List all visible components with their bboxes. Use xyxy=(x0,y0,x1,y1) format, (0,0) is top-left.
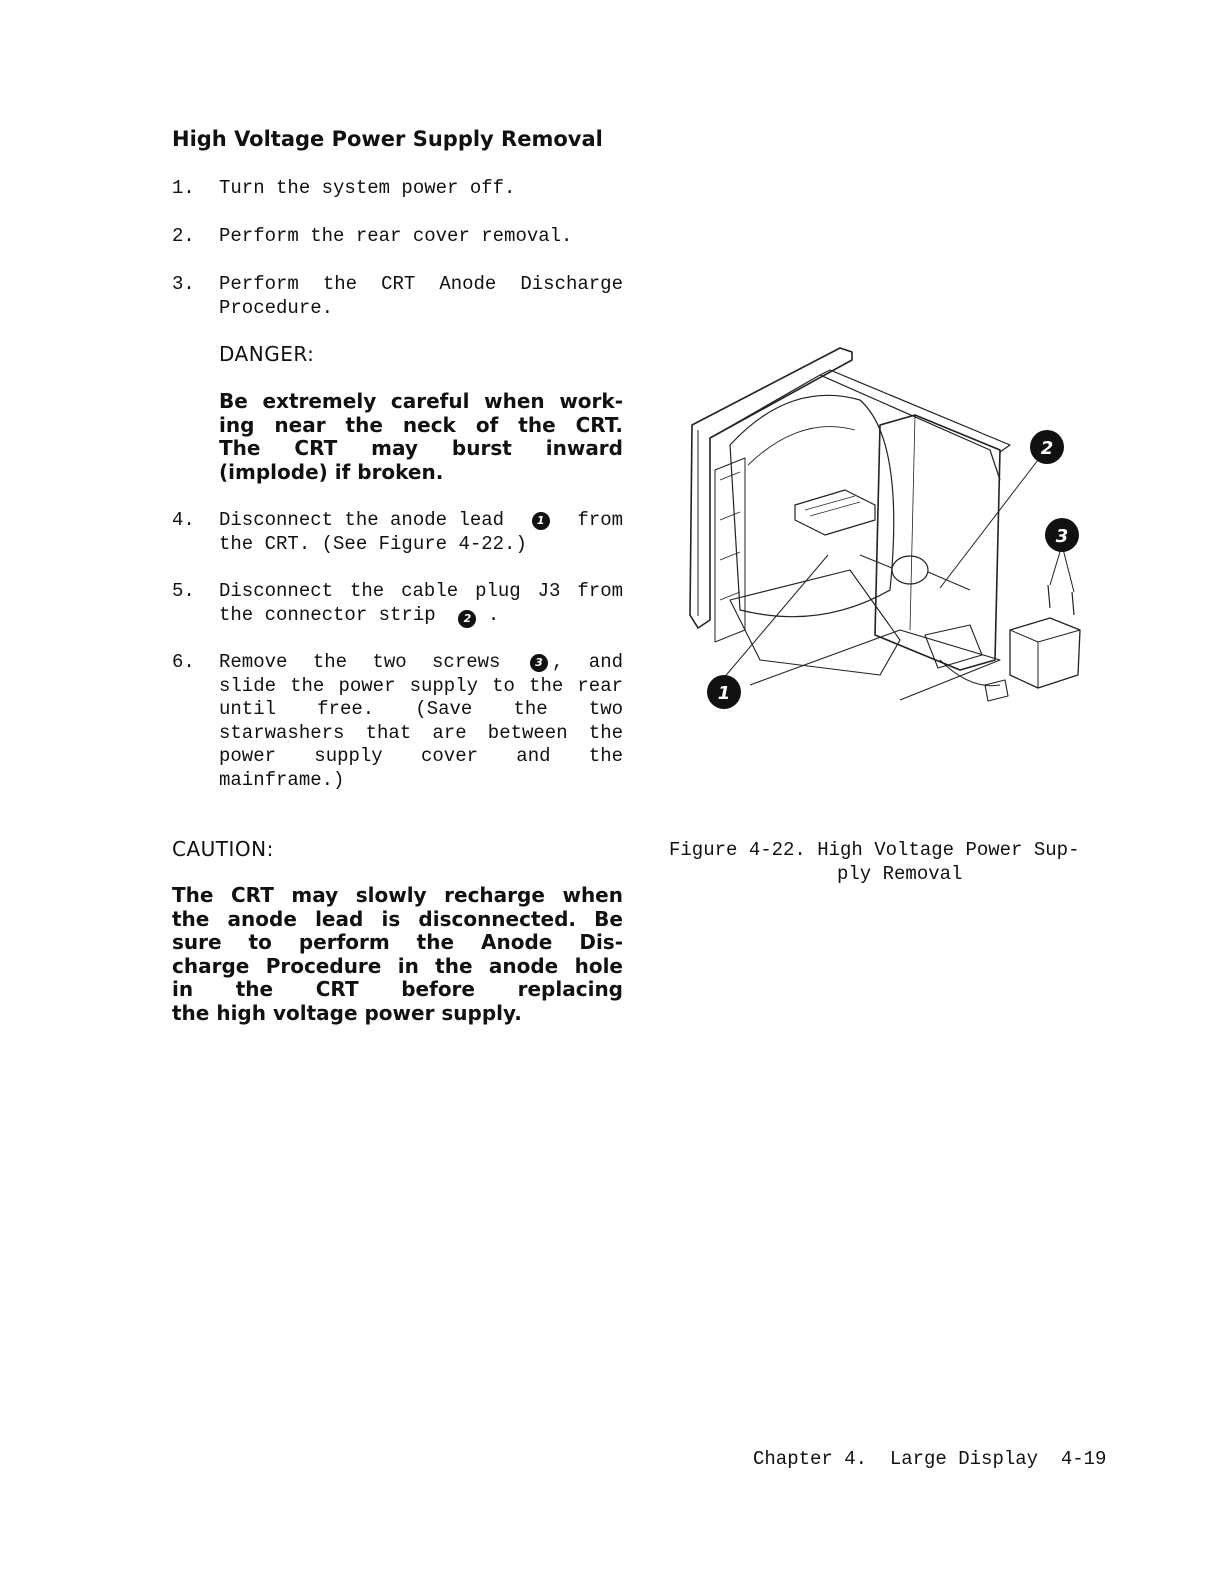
page-title: High Voltage Power Supply Removal xyxy=(172,127,603,151)
step-number: 5. xyxy=(172,580,195,602)
danger-text: Be extremely careful when work- ing near the neck of the CRT. The CRT may burst inward (implode) if broken. xyxy=(219,389,623,484)
step-number: 6. xyxy=(172,651,195,673)
danger-heading: DANGER: xyxy=(219,342,315,366)
callout-3-icon: 3 xyxy=(530,654,548,672)
step-number: 1. xyxy=(172,177,195,199)
caution-text: The CRT may slowly recharge when the anode lead is disconnected. Be sure to perform the Anode Dis- charge Procedure in the anode hole in the CRT before replacing the high voltage power supply. xyxy=(172,883,623,1025)
callout-2-icon: 2 xyxy=(458,610,476,628)
step-text: Perform the rear cover removal. xyxy=(219,225,573,247)
callout-1-icon: 1 xyxy=(532,512,550,530)
display-assembly-drawing xyxy=(670,330,1130,730)
step-number: 2. xyxy=(172,225,195,247)
page-footer: Chapter 4. Large Display 4-19 xyxy=(753,1448,1107,1470)
step-number: 4. xyxy=(172,509,195,531)
step-text: Remove the two screws 3 , and slide the power supply to the rear until free. (Save the two starwashers that are between the power supply cover and the mainframe.) xyxy=(219,651,623,791)
step-text: Disconnect the cable plug J3 from the connector strip 2 . xyxy=(219,580,623,626)
step-number: 3. xyxy=(172,273,195,295)
svg-text:3: 3 xyxy=(1055,526,1069,547)
step-text: Turn the system power off. xyxy=(219,177,516,199)
svg-text:2: 2 xyxy=(1040,438,1054,459)
caution-heading: CAUTION: xyxy=(172,837,274,861)
figure-caption: Figure 4-22. High Voltage Power Sup- ply Removal xyxy=(669,839,1080,885)
svg-text:1: 1 xyxy=(717,683,731,704)
step-text: Disconnect the anode lead 1 from the CRT. (See Figure 4-22.) xyxy=(219,509,623,555)
figure-illustration xyxy=(670,330,1130,730)
step-text: Perform the CRT Anode Discharge Procedure. xyxy=(219,273,623,319)
